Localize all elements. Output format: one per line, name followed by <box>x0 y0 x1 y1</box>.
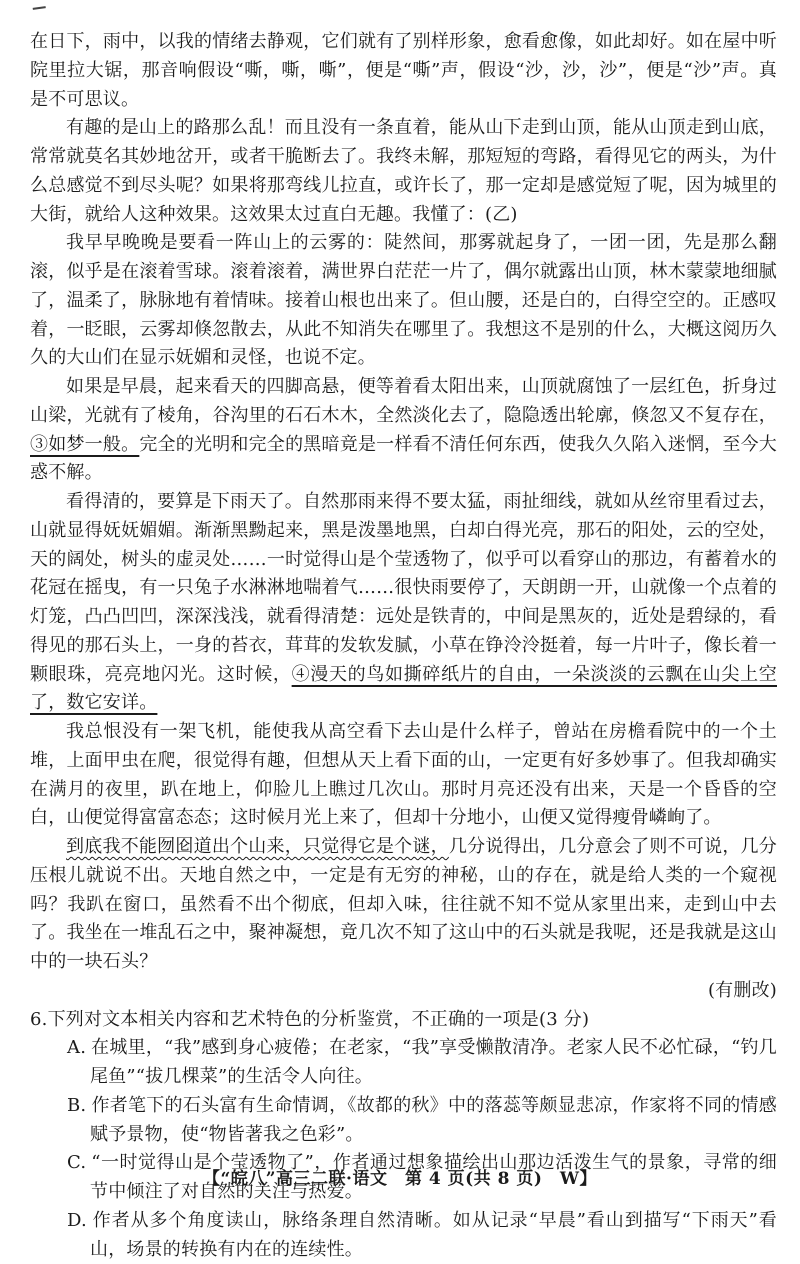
passage-paragraph <box>30 373 777 488</box>
question-options <box>30 1034 777 1264</box>
text-segment: 我总恨没有一架飞机，能使我从高空看下去山是什么样子，曾站在房檐看院中的一个土堆，上面甲虫在爬，很觉得有趣，但想从天上看下面的山，一定更有好多妙事了。但我却确实在满月的夜里，趴在地上，仰脸儿上瞧过几次山。那时月亮还没有出来，天是一个昏昏的空白，山便觉得富富态态；这时候月光上来了，但却十分地小，山便又觉得瘦骨嶙峋了。 <box>30 721 777 828</box>
page-footer: 【“皖八”高三二联·语文 第 4 页(共 8 页) W】 <box>0 1164 800 1189</box>
passage-paragraph <box>30 833 777 977</box>
scan-artifact <box>33 6 47 14</box>
text-segment: 看得清的，要算是下雨天了。自然那雨来得不要太猛，雨扯细线，就如从丝帘里看过去，山就显得妩妩媚媚。渐渐黑黝起来，黑是泼墨地黑，白却白得光亮，那石的阳处，云的空处，天的阔处，树头的虚灵处……一时觉得山是个莹透物了，似乎可以看穿山的那边，有蓄着水的花冠在摇曳，有一只兔子水淋淋地喘着气……很快雨要停了，天朗朗一开，山就像一个点着的灯笼，凸凸凹凹，深深浅浅，就看得清楚：远处是铁青的，中间是黑灰的，近处是碧绿的，看得见的那石头上，一身的苔衣，茸茸的发软发腻，小草在铮泠泠挺着，每一片叶子，像长着一颗眼珠，亮亮地闪光。这时候， <box>30 491 777 685</box>
option-text: 作者从多个角度读山，脉络条理自然清晰。如从记录“早晨”看山到描写“下雨天”看山，场景的转换有内在的连续性。 <box>90 1210 777 1260</box>
text-segment: 完全的光明和完全的黑暗竟是一样看不清任何东西，使我久久陷入迷惘，至今大惑不解。 <box>30 434 777 484</box>
passage-paragraph <box>30 718 777 833</box>
passage-paragraph <box>30 114 777 229</box>
option-label: B. <box>67 1095 86 1116</box>
passage-paragraph <box>30 229 777 373</box>
text-segment: 如果是早晨，起来看天的四脚高悬，便等着看太阳出来，山顶就腐蚀了一层红色，折身过山梁，光就有了棱角，谷沟里的石石木木，全然淡化去了，隐隐透出轮廓，倏忽又不复存在， <box>30 376 777 426</box>
text-segment: 在日下，雨中，以我的情绪去静观，它们就有了别样形象，愈看愈像，如此却好。如在屋中听院里拉大锯，那音响假设“嘶，嘶，嘶”，便是“嘶”声，假设“沙，沙，沙”，便是“沙”声。真是不可思议。 <box>30 31 777 110</box>
option-text: 作者笔下的石头富有生命情调，《故都的秋》中的落蕊等颇显悲凉，作家将不同的情感赋予景物，使“物皆著我之色彩”。 <box>90 1095 777 1145</box>
option-label: D. <box>67 1210 87 1231</box>
reading-passage <box>30 28 777 977</box>
option-label: C. <box>67 1152 86 1173</box>
exam-page <box>30 28 777 1264</box>
text-segment: 几分说得出，几分意会了则不可说，几分压根儿就说不出。天地自然之中，一定是有无穷的神秘，山的存在，就是给人类的一个窥视吗？我趴在窗口，虽然看不出个彻底，但却入味，往往就不知不觉从家里出来，走到山中去了。我坐在一堆乱石之中，聚神凝想，竟几次不知了这山中的石头就是我呢，还是我就是这山中的一块石头？ <box>30 836 777 972</box>
underlined-segment: ④漫天的鸟如撕碎纸片的自由，一朵淡淡的云飘在山尖上空了，数它安详。 <box>30 664 777 714</box>
question-6-stem: 6.下列对文本相关内容和艺术特色的分析鉴赏，不正确的一项是(3 分) <box>30 1006 777 1035</box>
text-segment: 我早早晚晚是要看一阵山上的云雾的：陡然间，那雾就起身了，一团一团，先是那么翻滚，似乎是在滚着雪球。滚着滚着，满世界白茫茫一片了，偶尔就露出山顶，林木蒙蒙地细腻了，温柔了，脉脉地有着情味。接着山根也出来了。但山腰，还是白的，白得空空的。正感叹着，一眨眼，云雾却倏忽散去，从此不知消失在哪里了。我想这不是别的什么，大概这阅历久久的大山们在显示妩媚和灵怪，也说不定。 <box>30 232 777 368</box>
underlined-segment: 到底我不能囫囵道出个山来，只觉得它是个谜， <box>66 836 449 857</box>
passage-paragraph <box>30 28 777 114</box>
option-A <box>30 1034 777 1092</box>
passage-paragraph <box>30 488 777 718</box>
option-text: “一时觉得山是个莹透物了”，作者通过想象描绘出山那边活泼生气的景象，寻常的细节中倾注了对自然的关注与热爱。 <box>90 1152 777 1202</box>
text-segment: 有趣的是山上的路那么乱！而且没有一条直着，能从山下走到山顶，能从山顶走到山底，常常就莫名其妙地岔开，或者干脆断去了。我终未解，那短短的弯路，看得见它的两头，为什么总感觉不到尽头呢？如果将那弯线儿拉直，或许长了，那一定却是感觉短了呢，因为城里的大街，就给人这种效果。这效果太过直白无趣。我懂了：(乙) <box>30 117 777 224</box>
option-text: 在城里，“我”感到身心疲倦；在老家，“我”享受懒散清净。老家人民不必忙碌，“钓几尾鱼”“拔几棵菜”的生活令人向往。 <box>90 1037 777 1087</box>
passage-attribution: (有删改) <box>30 977 777 1006</box>
option-B <box>30 1092 777 1150</box>
question-6 <box>30 1006 777 1264</box>
option-D <box>30 1207 777 1264</box>
underlined-segment: ③如梦一般。 <box>30 434 139 455</box>
option-label: A. <box>67 1037 86 1058</box>
